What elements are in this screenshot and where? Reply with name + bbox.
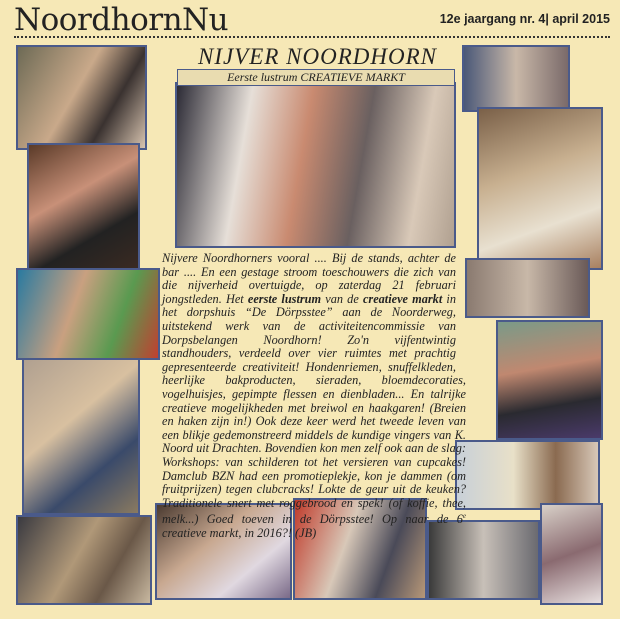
photo-flower-stand [540,503,603,605]
article-body [148,252,466,577]
text-segment: van de [321,291,363,306]
text-segment: in het dorpshuis “De Dörpsstee” aan de Noorderweg, uitstekend werk van de activiteitencommissie van Dorpsbelangen Noordhorn! Zo'n vijfentwintig standhouders, verdeeld over vier ruimtes met prachtig gepresenteerde creativiteit! Hondenriemen, snuffelkleden, heerlijke bakproducten, sieraden, bloemdecoraties, vogelhuisjes, gepimpte flessen en dienbladen... En talrijke creatieve mogelijkheden met breiwol en haakgaren! (Breien en haken zijn in!) Ook deze keer werd het tweede leven van een blikje gedemonstreerd middels de kundige vingers van K. Noord uit Drachten. Bovendien kon men zelf ook aan de slag: Workshops: van schilderen tot het versieren van cupcakes! Damclub BZN had een promotieplekje, kon je dammen (om fruitprijzen) tegen clubcracks! Lokte de geur uit de keuken? Traditionele snert met roggebrood en spek! (of koffie, thee, melk...) Goed toeven in de Dörpsstee! Op naar de 6 [162,291,466,527]
bold-phrase: eerste lustrum [247,291,322,306]
article-subtitle: Eerste lustrum CREATIEVE MARKT [177,69,455,86]
article-text [162,251,466,540]
photo-stand-top-right [462,45,570,112]
photo-main-workshop [175,82,456,248]
photo-woman-glasses [27,143,140,270]
article-title: NIJVER NOORDHORN [198,44,437,69]
photo-book-stand [455,440,600,510]
dotted-divider [14,36,610,38]
photo-draughts-game [16,515,152,605]
bold-phrase: creatieve markt [362,291,443,306]
text-segment: Nijvere Noordhorners vooral .... Bij de stands, achter de bar .... En een gestage stroom toeschouwers die zich van die nijverheid overtuigde, op zaterdag 21 februari jongstleden. Het [162,251,456,306]
photo-market-room [465,258,590,318]
photo-older-woman [22,358,140,515]
masthead: NoordhornNu [14,2,229,38]
photo-child-crafting [16,45,147,150]
photo-woman-knitting [496,320,603,440]
text-segment: e [462,512,466,521]
photo-boy-painting [16,268,160,360]
issue-info: 12e jaargang nr. 4| april 2015 [439,12,610,26]
text-segment: creatieve markt, in 2016?! (JB) [162,525,317,540]
photo-food-table [477,107,603,270]
